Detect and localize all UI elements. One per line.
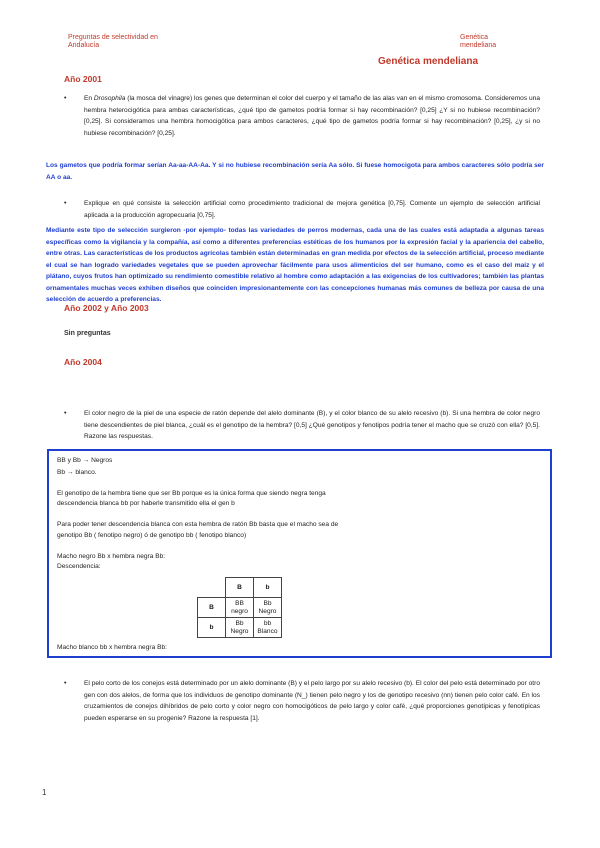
table-row-header-b: b <box>198 618 226 638</box>
question-2001-2: Explique en qué consiste la selección artificial como procedimiento tradicional de mejora genética [0,75]. Comente un ejemplo de selección artificial aplicada a la producción agropecuaria [0,75]. <box>84 200 540 219</box>
answer-2001-1: Los gametos que podría formar serían Aa-aa-AA-Aa. Y si no hubiese recombinación sería Aa sólo. Si fuese homocigota para ambos caracteres sólo podría ser AA o aa. <box>46 162 544 181</box>
document-title: Genética mendeliana <box>378 56 479 67</box>
table-cell: Bb Negro <box>254 598 282 618</box>
answer-box <box>47 449 552 658</box>
no-questions-text: Sin preguntas <box>64 330 111 337</box>
box-line-2: Bb → blanco. <box>57 469 97 476</box>
bullet: • <box>64 200 67 207</box>
box-line-4: descendencia blanca bb por haberle transmitido ella el gen b <box>57 500 235 507</box>
bullet: • <box>64 410 67 417</box>
box-line-5: Para poder tener descendencia blanca con esta hembra de ratón Bb basta que el macho sea de <box>57 521 339 528</box>
table-row-header-B: B <box>198 598 226 618</box>
heading-2004: Año 2004 <box>64 357 102 367</box>
header-left-line1: Preguntas de selectividad en <box>68 34 158 41</box>
header-right-line2: mendeliana <box>460 42 497 49</box>
table-cell: bb Blanco <box>254 618 282 638</box>
table-header-b: b <box>254 578 282 598</box>
table-header-B: B <box>226 578 254 598</box>
bullet: • <box>64 95 67 102</box>
heading-2002-2003: Año 2002 y Año 2003 <box>64 303 149 313</box>
box-line-1: BB y Bb → Negros <box>57 457 113 464</box>
question-2001-1: En Drosophila (la mosca del vinagre) los genes que determinan el color del cuerpo y el tamaño de las alas van en el mismo cromosoma. Consideremos una hembra heterocigótica para ambas características, ¿qué tipo de gametos podría formar si hay recombinación? [0,25] ¿Y si no hubiese recombinación? [0,25]. Si consideramos una hembra homocigótica para ambos caracteres, ¿qué tipo de gametos podría formar si hay recombinación? [0,25], ¿y si no hubiese recombinación? [0,25]. <box>84 95 540 137</box>
bullet: • <box>64 680 67 687</box>
table-cell: BB negro <box>226 598 254 618</box>
header-right-line1: Genética <box>460 34 489 41</box>
header-left-line2: Andalucía <box>68 42 100 49</box>
species-name: Drosophila <box>93 95 126 102</box>
question-2004-2: El pelo corto de los conejos está determinado por un alelo dominante (B) y el pelo largo por su alelo recesivo (b). El color del pelo está determinado por otro gen con dos alelos, de forma que los individuos de genotipo dominante (N_) tienen pelo negro y los de genotipo recesivo (nn) tienen pelo color café. En los cruzamientos de conejos dihíbridos de pelo corto y color negro con homocigóticos de pelo largo y color café, ¿qué proporciones genotípicas y fenotípicas pueden esperarse en su progenie? Razone la respuesta [1]. <box>84 680 540 722</box>
answer-2001-2: Mediante este tipo de selección surgieron -por ejemplo- todas las variedades de perros modernas, cada una de las cuales está adaptada a algunas tareas específicas como la vigilancia y la compañía, así como a diferentes preferencias estéticas de los humanos por la expresión facial y la apariencia del cabello, entre otras. Las características de los productos agrícolas también están determinadas en gran medida por efectos de la selección artificial, proceso mediante el cual se han logrado variedades vegetales que se pueden aprovechar fácilmente para usos alimenticios del ser humano, como es el caso del maíz y el plátano, cuyos frutos han optimizado su rendimiento comestible relativo al hombre como adaptación a las exigencias de los cultivadores; también las plantas ornamentales muchas veces exhiben diseños que coinciden impresionantemente con las concepciones humanas más comunes de belleza por causa de una selección de acuerdo a preferencias. <box>46 227 544 303</box>
box-line-8: Descendencia: <box>57 563 101 570</box>
box-line-6: genotipo Bb ( fenotipo negro) ó de genotipo bb ( fenotipo blanco) <box>57 532 247 539</box>
question-2004-1: El color negro de la piel de una especie de ratón depende del alelo dominante (B), y el color blanco de su alelo recesivo (b). Si una hembra de color negro tiene descendientes de piel blanca, ¿cuál es el genotipo de la hembra? [0,5] ¿Qué genotipos y fenotipos podría tener el macho que se cruzó con ella? [0,5]. Razone las respuestas. <box>84 410 540 440</box>
punnett-square <box>197 577 282 638</box>
heading-2001: Año 2001 <box>64 74 102 84</box>
page-number: 1 <box>42 788 47 797</box>
box-line-9: Macho blanco bb x hembra negra Bb: <box>57 644 167 651</box>
box-line-3: El genotipo de la hembra tiene que ser Bb porque es la única forma que siendo negra tenga <box>57 490 326 497</box>
box-line-7: Macho negro Bb x hembra negra Bb: <box>57 553 166 560</box>
header-left <box>68 34 158 50</box>
table-cell: Bb Negro <box>226 618 254 638</box>
header-right <box>460 34 496 50</box>
